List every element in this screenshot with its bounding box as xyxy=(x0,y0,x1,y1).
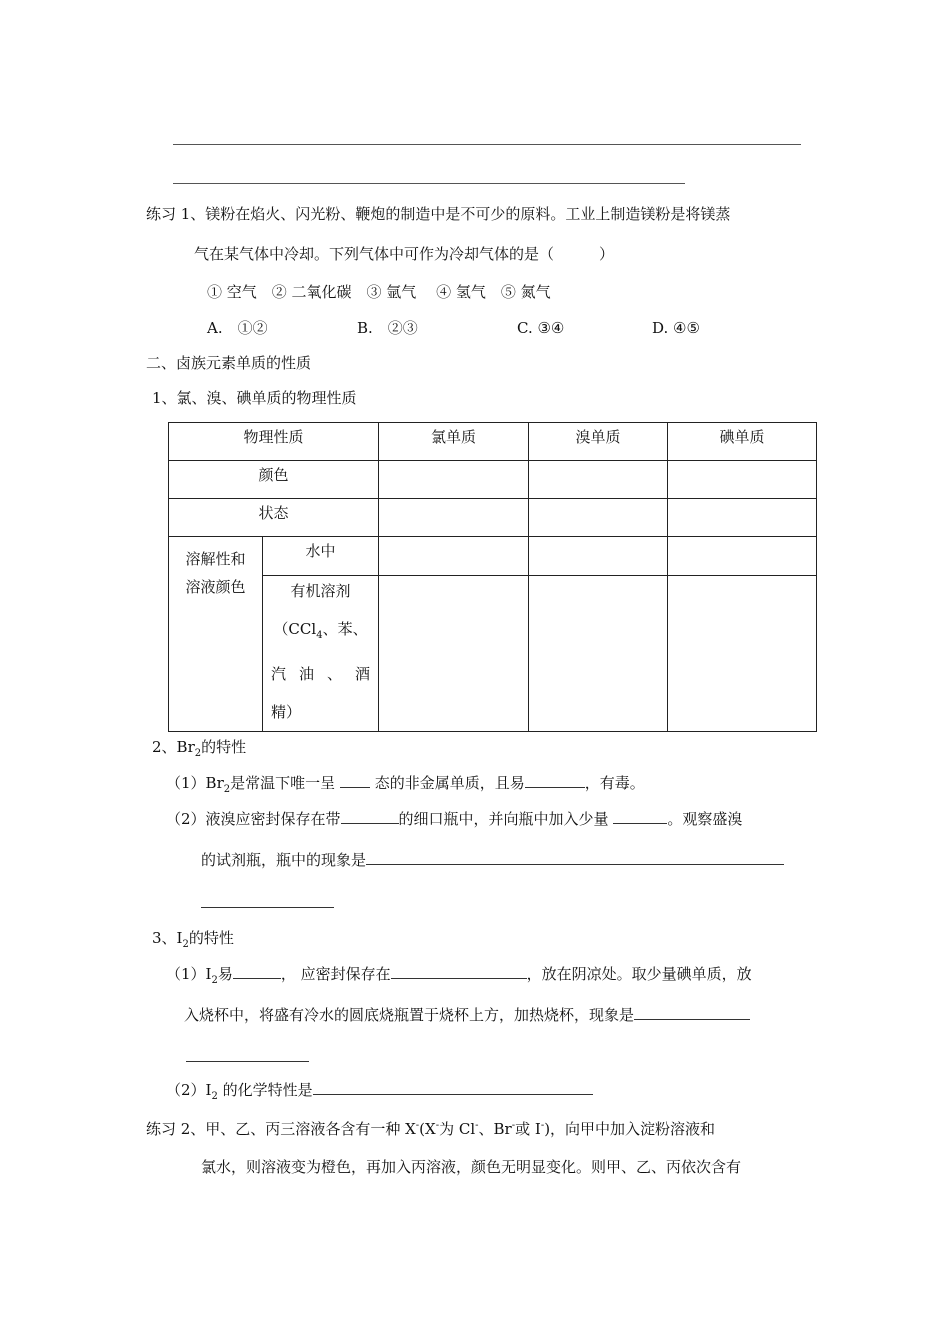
section-heading: 二、卤族元素单质的性质 xyxy=(146,354,312,372)
fill-blank[interactable] xyxy=(634,1005,750,1020)
fill-blank[interactable] xyxy=(341,809,399,824)
answer-cell[interactable] xyxy=(379,537,529,576)
answer-cell[interactable] xyxy=(529,537,668,576)
exercise1-line2: 气在某气体中冷却。下列气体中可作为冷却气体的是（ ） xyxy=(194,245,615,263)
fill-blank[interactable] xyxy=(391,964,527,979)
row-label-organic-solvent xyxy=(263,576,379,732)
br2-item2-line2: 的试剂瓶，瓶中的现象是 xyxy=(201,850,784,870)
row-label-state: 状态 xyxy=(169,499,379,537)
br2-item1: $(1)Br_2$是常温下唯一呈 态的非金属单质，且易 ，有毒。 xyxy=(166,774,645,795)
fill-blank[interactable] xyxy=(613,809,667,824)
row-label-solubility xyxy=(169,537,263,732)
table-row-state xyxy=(169,499,817,537)
fill-blank[interactable] xyxy=(366,850,784,865)
choice-d: D. ④⑤ xyxy=(652,319,700,337)
answer-cell[interactable] xyxy=(379,499,529,537)
answer-line xyxy=(173,144,801,145)
exercise2-line2: 氯水，则溶液变为橙色，再加入丙溶液，颜色无明显变化。则甲、乙、丙依次含有 xyxy=(201,1158,742,1176)
header-bromine: 溴单质 xyxy=(529,423,668,461)
br2-item2: （2）液溴应密封保存在带 的细口瓶中，并向瓶中加入少量 。观察盛溴 xyxy=(166,810,743,828)
answer-cell[interactable] xyxy=(529,461,668,499)
choice-b: B. ②③ xyxy=(357,319,418,337)
organic-line3: 汽 油 、 酒 xyxy=(271,665,371,683)
answer-line xyxy=(186,1061,309,1062)
answer-cell[interactable] xyxy=(668,461,817,499)
exercise1-options: ① 空气 ② 二氧化碳 ③ 氩气 ④ 氢气 ⑤ 氮气 xyxy=(207,283,551,301)
table-row-water xyxy=(169,537,817,576)
i2-item1-line2: 入烧杯中，将盛有冷水的圆底烧瓶置于烧杯上方，加热烧杯，现象是 xyxy=(184,1005,750,1025)
header-property: 物理性质 xyxy=(169,423,379,461)
i2-item2: $(2)I_2$ 的化学特性是 xyxy=(166,1080,593,1107)
organic-line4: 精） xyxy=(271,703,302,721)
organic-line1: 有机溶剂 xyxy=(290,582,351,600)
choice-a: A. ①② xyxy=(207,319,268,337)
subsection-heading: 1、氯、溴、碘单质的物理性质 xyxy=(152,389,357,407)
exercise2-line1: 练习 2、甲、乙、丙三溶液各含有一种 X-(X-为 Cl-、Br-或 I-)，向甲中加入淀粉溶液和 xyxy=(146,1120,716,1138)
answer-cell[interactable] xyxy=(529,576,668,732)
answer-cell[interactable] xyxy=(668,537,817,576)
fill-blank[interactable] xyxy=(233,964,281,979)
row-label-color: 颜色 xyxy=(169,461,379,499)
exercise1-line1: 练习 1、镁粉在焰火、闪光粉、鞭炮的制造中是不可少的原料。工业上制造镁粉是将镁蒸 xyxy=(146,205,731,223)
solubility-label-line2: 溶液颜色 xyxy=(185,578,246,596)
table-row-color xyxy=(169,461,817,499)
answer-cell[interactable] xyxy=(668,499,817,537)
row-label-water: 水中 xyxy=(263,537,379,576)
physical-properties-table xyxy=(168,422,817,732)
br2-heading: 2、$Br_2$的特性 xyxy=(152,738,247,759)
organic-line2: （CCl$_4$、苯、 xyxy=(273,620,368,641)
answer-cell[interactable] xyxy=(668,576,817,732)
table-row-organic xyxy=(169,576,817,732)
header-iodine: 碘单质 xyxy=(668,423,817,461)
fill-blank[interactable] xyxy=(313,1080,593,1095)
answer-cell[interactable] xyxy=(379,576,529,732)
answer-line xyxy=(201,907,334,908)
fill-blank[interactable] xyxy=(525,773,585,788)
answer-line xyxy=(173,183,685,184)
answer-cell[interactable] xyxy=(529,499,668,537)
fill-blank[interactable] xyxy=(340,773,370,788)
i2-item1: $(1)I_2$易 ， 应密封保存在 ，放在阴凉处。取少量碘单质，放 xyxy=(166,965,752,986)
solubility-label-line1: 溶解性和 xyxy=(185,550,246,568)
answer-cell[interactable] xyxy=(379,461,529,499)
i2-heading: 3、$I_2$的特性 xyxy=(152,929,234,950)
table-header-row xyxy=(169,423,817,461)
header-chlorine: 氯单质 xyxy=(379,423,529,461)
choice-c: C. ③④ xyxy=(517,319,565,337)
